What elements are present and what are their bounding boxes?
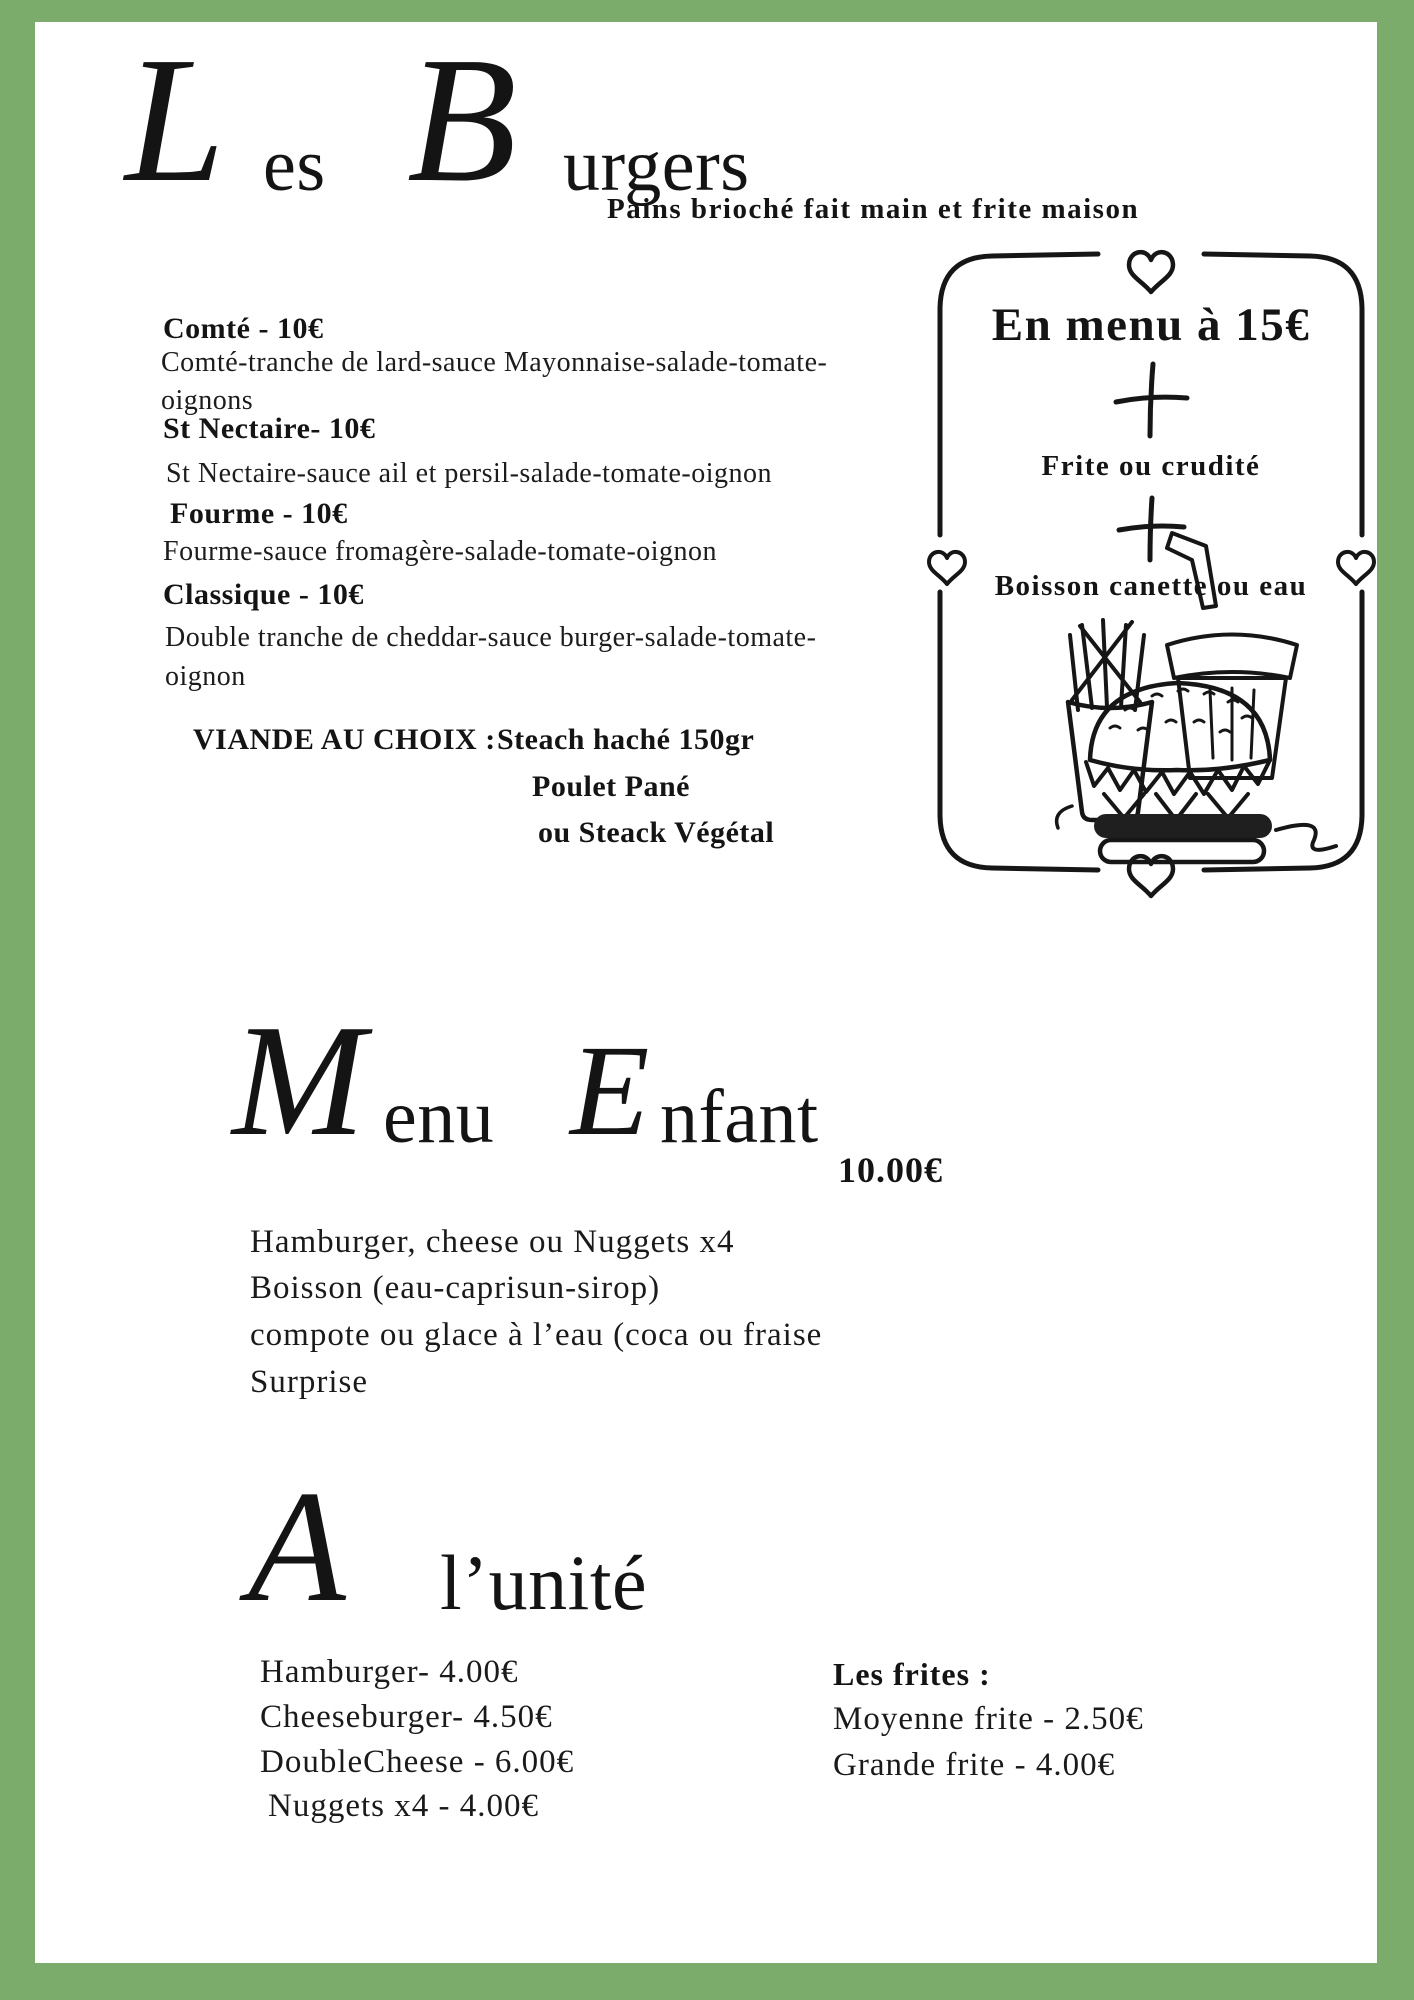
meat-option: Steach haché 150gr bbox=[497, 723, 755, 756]
patty bbox=[1094, 814, 1272, 838]
enfant-text-nfant: nfant bbox=[660, 1075, 819, 1159]
enfant-line: Hamburger, cheese ou Nuggets x4 bbox=[250, 1224, 735, 1260]
unite-item: DoubleCheese - 6.00€ bbox=[260, 1744, 575, 1780]
enfant-price: 10.00€ bbox=[838, 1150, 943, 1190]
meat-choice-label: VIANDE AU CHOIX : bbox=[193, 723, 496, 756]
frites-item: Moyenne frite - 2.50€ bbox=[833, 1701, 1144, 1737]
menu-sheet bbox=[35, 22, 1377, 1963]
burger-item-desc: oignon bbox=[165, 661, 246, 692]
burger-item-desc: Fourme-sauce fromagère-salade-tomate-oignon bbox=[163, 536, 718, 567]
frame-segment bbox=[940, 592, 1098, 870]
burger-item-desc: oignons bbox=[161, 385, 254, 416]
unite-text: l’unité bbox=[440, 1539, 648, 1626]
frites-item: Grande frite - 4.00€ bbox=[833, 1747, 1116, 1783]
menu-box-option: Boisson canette ou eau bbox=[994, 570, 1308, 602]
frame-segment bbox=[940, 254, 1098, 535]
enfant-text-enu: enu bbox=[383, 1075, 495, 1159]
enfant-initial-M: M bbox=[232, 991, 366, 1169]
bun-bottom bbox=[1100, 840, 1264, 862]
burger-item-desc: St Nectaire-sauce ail et persil-salade-tomate-oignon bbox=[166, 458, 772, 489]
plus-icon bbox=[1116, 364, 1187, 436]
burger-item-name: St Nectaire- 10€ bbox=[163, 412, 376, 445]
title-initial-L: L bbox=[125, 20, 226, 219]
title-text-urgers: urgers bbox=[563, 125, 750, 207]
burger-item-desc: Double tranche de cheddar-sauce burger-salade-tomate- bbox=[165, 622, 817, 653]
fries bbox=[1070, 620, 1144, 710]
enfant-line: compote ou glace à l’eau (coca ou fraise bbox=[250, 1317, 823, 1353]
enfant-line: Boisson (eau-caprisun-sirop) bbox=[250, 1270, 661, 1306]
burger-item-name: Comté - 10€ bbox=[163, 312, 324, 345]
heart-icon bbox=[1129, 252, 1173, 292]
meat-option: ou Steack Végétal bbox=[538, 816, 775, 849]
title-initial-B: B bbox=[407, 20, 518, 219]
burger-item-name: Classique - 10€ bbox=[163, 578, 364, 611]
burger-item-desc: Comté-tranche de lard-sauce Mayonnaise-salade-tomate- bbox=[161, 347, 828, 378]
drink-lid bbox=[1167, 635, 1297, 679]
title-text-es: es bbox=[263, 125, 326, 207]
enfant-initial-E: E bbox=[570, 1019, 650, 1163]
unite-item: Cheeseburger- 4.50€ bbox=[260, 1699, 553, 1735]
meat-option: Poulet Pané bbox=[532, 770, 690, 803]
menu-box-title: En menu à 15€ bbox=[991, 299, 1311, 351]
subtitle: Pains brioché fait main et frite maison bbox=[607, 193, 1140, 225]
unite-item: Nuggets x4 - 4.00€ bbox=[268, 1788, 539, 1824]
frame-segment bbox=[1204, 254, 1362, 535]
unite-initial-A: A bbox=[248, 1457, 347, 1635]
enfant-line: Surprise bbox=[250, 1364, 368, 1400]
unite-item: Hamburger- 4.00€ bbox=[260, 1654, 519, 1690]
frites-title: Les frites : bbox=[833, 1656, 991, 1692]
squiggle bbox=[1276, 825, 1336, 850]
menu-box-option: Frite ou crudité bbox=[1041, 450, 1261, 482]
burger-item-name: Fourme - 10€ bbox=[170, 497, 348, 530]
